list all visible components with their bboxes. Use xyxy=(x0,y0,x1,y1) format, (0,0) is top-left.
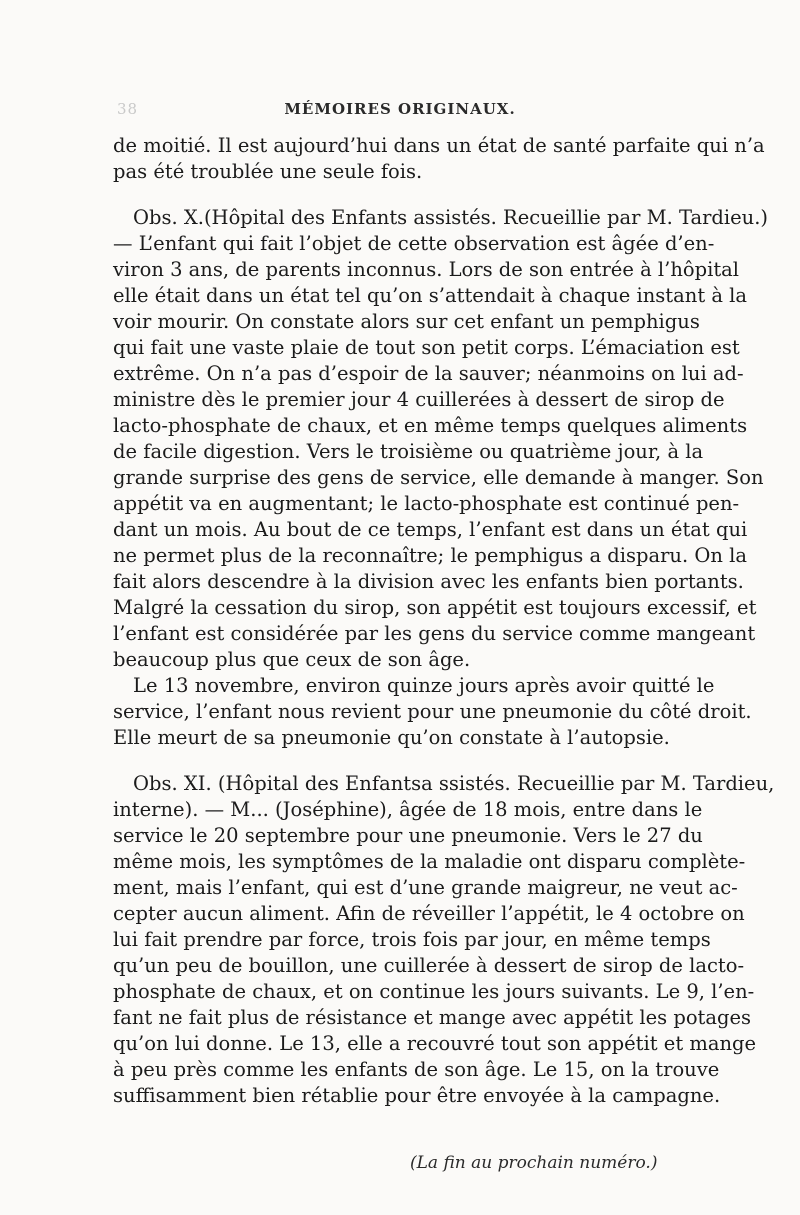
text-line: Le 13 novembre, environ quinze jours après avoir quitté le xyxy=(133,674,715,697)
text-line: suffisamment bien rétablie pour être envoyée à la campagne. xyxy=(113,1084,721,1107)
text-line: pas été troublée une seule fois. xyxy=(113,160,423,183)
text-line: service, l’enfant nous revient pour une pneumonie du côté droit. xyxy=(113,700,752,723)
text-line: ment, mais l’enfant, qui est d’une grande maigreur, ne veut ac- xyxy=(113,876,738,899)
text-line: lui fait prendre par force, trois fois par jour, en même temps xyxy=(113,928,711,951)
text-line: elle était dans un état tel qu’on s’attendait à chaque instant à la xyxy=(113,284,748,307)
text-line: de facile digestion. Vers le troisième ou quatrième jour, à la xyxy=(113,440,704,463)
text-line: dant un mois. Au bout de ce temps, l’enfant est dans un état qui xyxy=(113,518,748,541)
text-line: beaucoup plus que ceux de son âge. xyxy=(113,648,471,671)
text-line: qui fait une vaste plaie de tout son petit corps. L’émaciation est xyxy=(113,336,740,359)
text-line: même mois, les symptômes de la maladie ont disparu complète- xyxy=(113,850,746,873)
text-line: de moitié. Il est aujourd’hui dans un état de santé parfaite qui n’a xyxy=(113,134,765,157)
text-line: viron 3 ans, de parents inconnus. Lors de son entrée à l’hôpital xyxy=(113,258,740,281)
continuation-note: (La fin au prochain numéro.) xyxy=(410,1153,658,1173)
text-line: Obs. XI. (Hôpital des Enfantsa ssistés. Recueillie par M. Tardieu, xyxy=(133,772,775,795)
text-line: fait alors descendre à la division avec les enfants bien portants. xyxy=(113,570,744,593)
text-line: Malgré la cessation du sirop, son appétit est toujours excessif, et xyxy=(113,596,757,619)
text-line: voir mourir. On constate alors sur cet enfant un pemphigus xyxy=(113,310,700,333)
text-line: lacto-phosphate de chaux, et en même temps quelques aliments xyxy=(113,414,748,437)
text-line: Elle meurt de sa pneumonie qu’on constate à l’autopsie. xyxy=(113,726,670,749)
text-line: appétit va en augmentant; le lacto-phosphate est continué pen- xyxy=(113,492,740,515)
text-line: Obs. X.(Hôpital des Enfants assistés. Recueillie par M. Tardieu.) xyxy=(133,206,769,229)
text-line: à peu près comme les enfants de son âge. Le 15, on la trouve xyxy=(113,1058,720,1081)
text-line: cepter aucun aliment. Afin de réveiller l’appétit, le 4 octobre on xyxy=(113,902,745,925)
text-line: service le 20 septembre pour une pneumonie. Vers le 27 du xyxy=(113,824,703,847)
text-line: extrême. On n’a pas d’espoir de la sauver; néanmoins on lui ad- xyxy=(113,362,744,385)
text-line: interne). — M... (Joséphine), âgée de 18 mois, entre dans le xyxy=(113,798,703,821)
text-line: — L’enfant qui fait l’objet de cette observation est âgée d’en- xyxy=(113,232,715,255)
text-line: qu’on lui donne. Le 13, elle a recouvré tout son appétit et mange xyxy=(113,1032,757,1055)
text-line: phosphate de chaux, et on continue les jours suivants. Le 9, l’en- xyxy=(113,980,755,1003)
text-line: grande surprise des gens de service, elle demande à manger. Son xyxy=(113,466,764,489)
text-line: l’enfant est considérée par les gens du service comme mangeant xyxy=(113,622,756,645)
running-title: MÉMOIRES ORIGINAUX. xyxy=(284,100,516,118)
running-header xyxy=(0,100,800,118)
text-line: qu’un peu de bouillon, une cuillerée à dessert de sirop de lacto- xyxy=(113,954,745,977)
text-line: ministre dès le premier jour 4 cuillerées à dessert de sirop de xyxy=(113,388,725,411)
page-number: 38 xyxy=(117,100,139,118)
text-line: ne permet plus de la reconnaître; le pemphigus a disparu. On la xyxy=(113,544,747,567)
text-line: fant ne fait plus de résistance et mange avec appétit les potages xyxy=(113,1006,752,1029)
